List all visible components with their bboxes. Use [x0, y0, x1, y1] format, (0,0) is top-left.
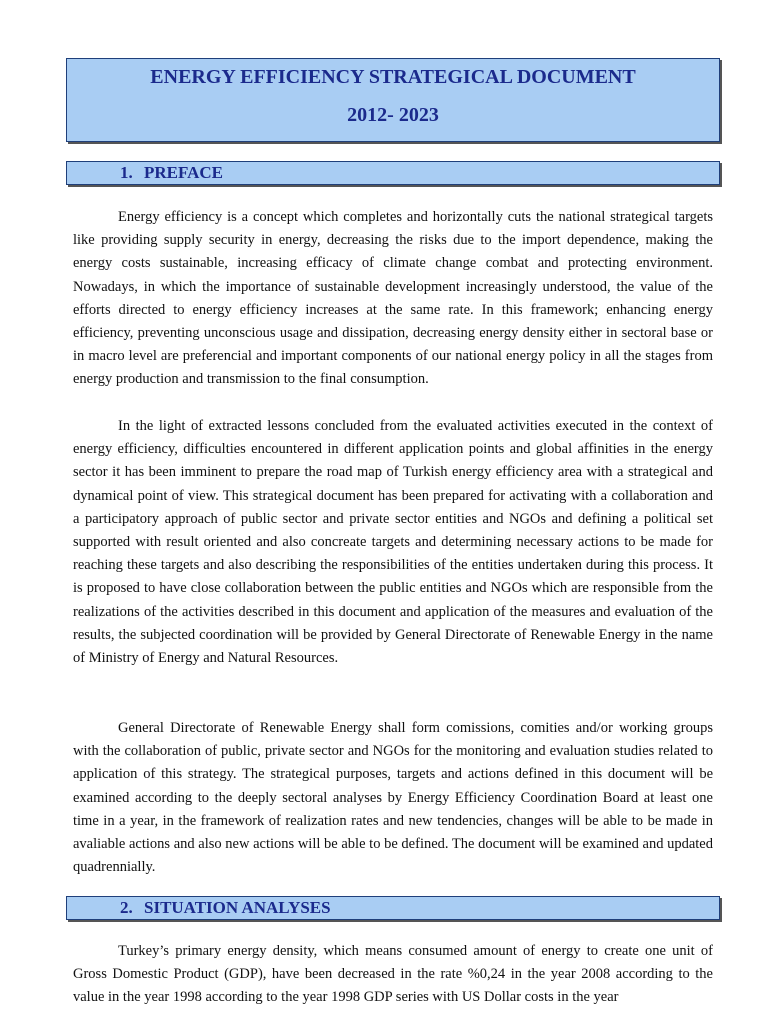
- paragraph: Turkey’s primary energy density, which means consumed amount of energy to create one unit of Gross Domestic Product (GDP), have been decreased in the rate %0,24 in the year 2008 according to the value in the year 1998 according to the year 1998 GDP series with US Dollar costs in the year: [73, 943, 713, 1006]
- paragraph: In the light of extracted lessons concluded from the evaluated activities executed in the context of energy efficiency, difficulties encountered in different application points and global affinities in the energy sector it has been imminent to prepare the road map of Turkish energy efficiency area with a strategical and dynamical point of view. This strategical document has been prepared for activating with a collaboration and a participatory approach of public sector and private sector entities and NGOs and defining a political set supported with result oriented and also concreate targets and determining necessary actions to be made for reaching these targets and also describing the responsibilities of the entities undertaken during this process. It is proposed to have close collaboration between the public entities and NGOs which are responsible from the realizations of the activities described in this document and application of the measures and evaluation of the results, the subjected coordination will be provided by General Directorate of Renewable Energy in the name of Ministry of Energy and Natural Resources.: [73, 418, 713, 667]
- paragraph: General Directorate of Renewable Energy shall form comissions, comities and/or working groups with the collaboration of public, private sector and NGOs for the monitoring and evaluation studies related to application of this strategy. The strategical purposes, targets and actions defined in this document will be examined according to the deeply sectoral analyses by Energy Efficiency Coordination Board at least one time in a year, in the framework of realization rates and new tendencies, changes will be able to be made in avaliable actions and also new actions will be able to be defined. The document will be examined and updated quadrennially.: [73, 720, 713, 876]
- section-title: SITUATION ANALYSES: [144, 898, 331, 917]
- section-number: 1.: [120, 163, 133, 182]
- document-title: ENERGY EFFICIENCY STRATEGICAL DOCUMENT: [150, 66, 636, 88]
- document-title-box: [66, 58, 720, 142]
- section-heading-situation-analyses: [66, 896, 720, 920]
- section-title: PREFACE: [144, 163, 224, 182]
- paragraph: Energy efficiency is a concept which completes and horizontally cuts the national strategical targets like providing supply security in energy, decreasing the risks due to the import dependence, making the energy costs sustainable, increasing efficacy of climate change combat and protecting environment. Nowadays, in which the importance of sustainable development increasingly understood, the value of the efforts directed to energy efficiency increases at the same rate. In this framework; enhancing energy efficiency, preventing unconscious usage and dissipation, decreasing energy density either in sectoral base or in macro level are preferencial and important components of our national energy policy in all the stages from energy production and transmission to the final consumption.: [73, 209, 713, 388]
- section-number: 2.: [120, 898, 133, 917]
- section-heading-preface: [66, 161, 720, 185]
- document-period: 2012- 2023: [347, 104, 439, 126]
